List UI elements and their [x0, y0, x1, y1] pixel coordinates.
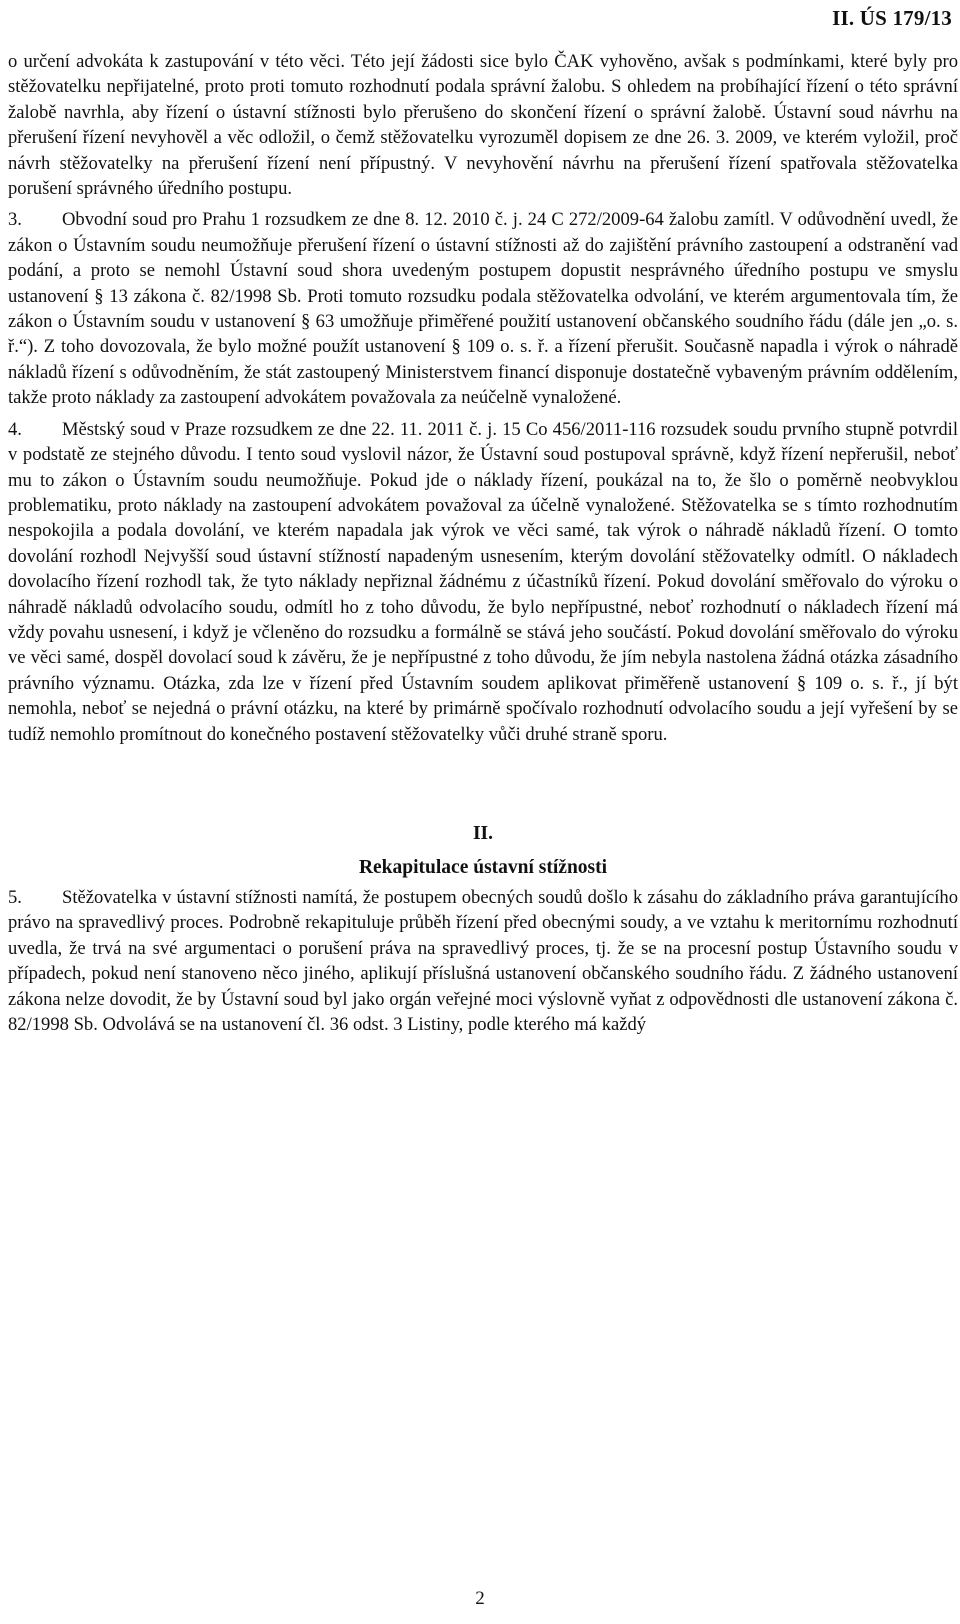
page-number: 2 [475, 1588, 485, 1609]
paragraph-4 [8, 417, 958, 747]
paragraph-4-text: Městský soud v Praze rozsudkem ze dne 22. 11. 2011 č. j. 15 Co 456/2011-116 rozsudek soudu prvního stupně potvrdil v podstatě ze stejného důvodu. I tento soud vyslovil názor, že Ústavní soud postupoval správně, když řízení nepřerušil, neboť mu to zákon o Ústavním soudu neumožňuje. Pokud jde o náklady řízení, poukázal na to, že šlo o poměrně neobvyklou problematiku, proto náklady na zastoupení advokátem považoval za účelně vynaložené. Stěžovatelka se s tímto rozhodnutím nespokojila a podala dovolání, ve kterém napadala jak výrok ve věci samé, tak výrok o náhradě nákladů řízení. O tomto dovolání rozhodl Nejvyšší soud ústavní stížností napadeným usnesením, kterým dovolání stěžovatelky odmítl. O nákladech dovolacího řízení rozhodl tak, že tyto náklady nepřiznal žádnému z účastníků řízení. Pokud dovolání směřovalo do výroku o náhradě nákladů odvolacího soudu, odmítl ho z toho důvodu, že bylo nepřípustné, neboť rozhodnutí o nákladech řízení má vždy povahu usnesení, i když je včleněno do rozsudku a formálně se stává jeho součástí. Pokud dovolání směřovalo do výroku ve věci samé, dospěl dovolací soud k závěru, že je nepřípustné z toho důvodu, že jím nebyla nastolena žádná otázka zásadního právního významu. Otázka, zda lze v řízení před Ústavním soudem aplikovat přiměřeně ustanovení § 109 o. s. ř., jí být nemohla, neboť se nejedná o právní otázku, na které by primárně spočívalo rozhodnutí odvolacího soudu a její vyřešení by se tudíž nemohlo promítnout do konečného postavení stěžovatelky vůči druhé straně sporu. [8, 418, 958, 745]
paragraph-intro: o určení advokáta k zastupování v této věci. Této její žádosti sice bylo ČAK vyhověno, avšak s podmínkami, které byly pro stěžovatelku nepřijatelné, proto proti tomuto rozhodnutí podala správní žalobu. S ohledem na probíhající řízení o této správní žalobě navrhla, aby řízení o ústavní stížnosti bylo přerušeno do skončení řízení o správní žalobě. Ústavní soud návrhu na přerušení řízení nevyhověl a věc odložil, o čemž stěžovatelku vyrozuměl dopisem ze dne 26. 3. 2009, ve kterém vyložil, proč návrh stěžovatelky na přerušení řízení není přípustný. V nevyhovění návrhu na přerušení řízení spatřovala stěžovatelka porušení správného úředního postupu. [8, 51, 958, 200]
paragraph-3 [8, 207, 958, 410]
paragraph-5-text: Stěžovatelka v ústavní stížnosti namítá, že postupem obecných soudů došlo k zásahu do základního práva garantujícího právo na spravedlivý proces. Podrobně rekapituluje průběh řízení před obecnými soudy, a ve vztahu k meritornímu rozhodnutí uvedla, že trvá na své argumentaci o porušení práva na spravedlivý proces, tj. že se na procesní postup Ústavního soudu v případech, pokud není stanoveno něco jiného, aplikují příslušná ustanovení občanského soudního řádu. Z žádného ustanovení zákona nelze dovodit, že by Ústavní soud byl jako orgán veřejné moci výslovně vyňat z odpovědnosti dle ustanovení zákona č. 82/1998 Sb. Odvolává se na ustanovení čl. 36 odst. 3 Listiny, podle kterého má každý [8, 886, 958, 1035]
paragraph-5 [8, 885, 958, 1037]
paragraph-4-number: 4. [8, 418, 22, 440]
case-number-header: II. ÚS 179/13 [832, 6, 952, 30]
section-number: II. [472, 822, 494, 844]
paragraph-5-number: 5. [8, 886, 22, 908]
paragraph-3-text: Obvodní soud pro Prahu 1 rozsudkem ze dne 8. 12. 2010 č. j. 24 C 272/2009-64 žalobu zamítl. V odůvodnění uvedl, že zákon o Ústavním soudu neumožňuje přerušení řízení o ústavní stížnosti až do zajištění právního zastoupení a odstranění vad podání, a proto se nemohl Ústavní soud shora uvedeným postupem dopustit nesprávného úředního postupu ve smyslu ustanovení § 13 zákona č. 82/1998 Sb. Proti tomuto rozsudku podala stěžovatelka odvolání, ve kterém argumentovala tím, že zákon o Ústavním soudu v ustanovení § 63 umožňuje přiměřené použití ustanovení občanského soudního řádu (dále jen „o. s. ř.“). Z toho dovozovala, že bylo možné použít ustanovení § 109 o. s. ř. a řízení přerušit. Současně napadla i výrok o náhradě nákladů řízení s odůvodněním, že stát zastoupený Ministerstvem financí disponuje dostatečně vybaveným právním oddělením, takže proto náklady za zastoupení advokátem považovala za neúčelně vynaložené. [8, 209, 958, 409]
document-body [8, 49, 958, 1037]
paragraph-3-number: 3. [8, 209, 22, 231]
section-title: Rekapitulace ústavní stížnosti [358, 856, 608, 878]
